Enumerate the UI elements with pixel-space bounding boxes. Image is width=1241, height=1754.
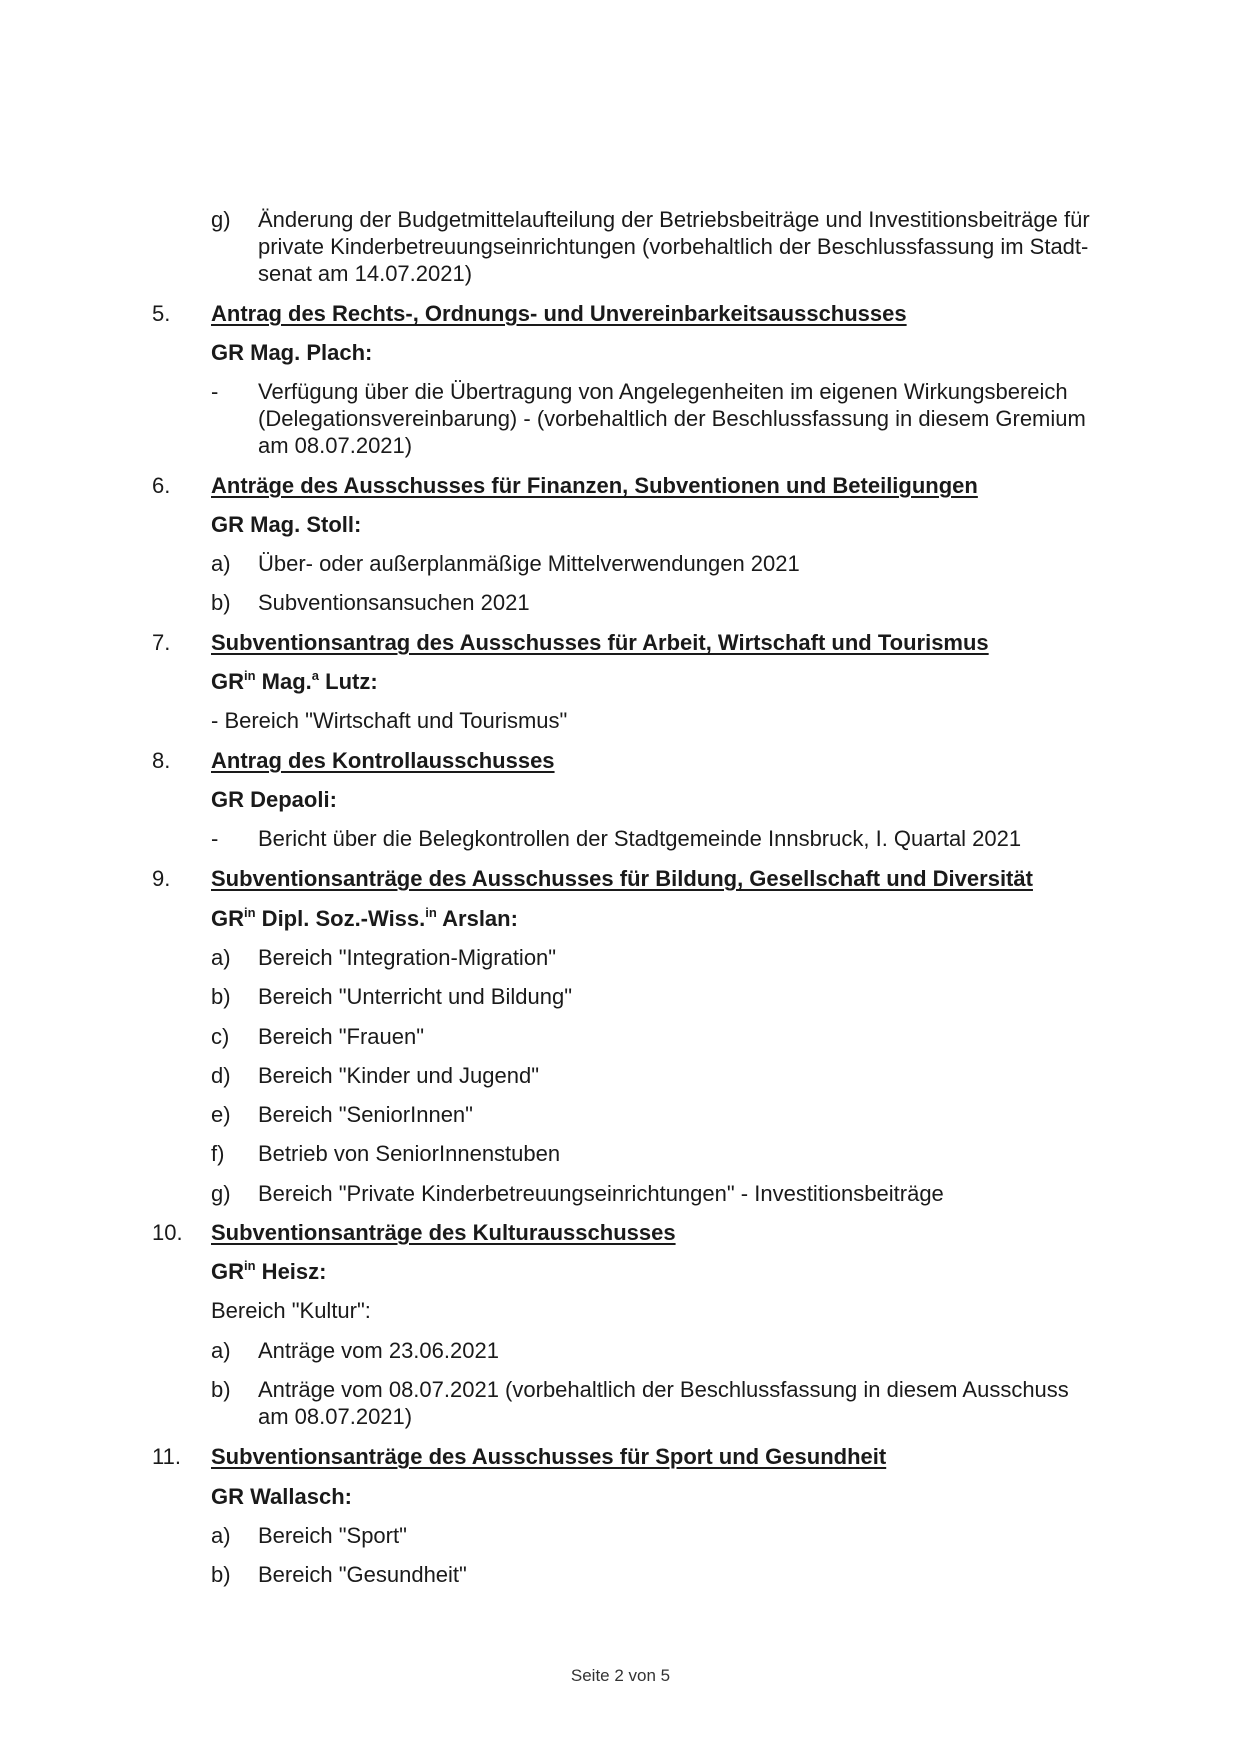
item11-marker-b: b) (211, 1562, 231, 1587)
item11-entry-a: Bereich "Sport" (258, 1523, 407, 1548)
item8-entry: Bericht über die Belegkontrollen der Stadtgemeinde Innsbruck, I. Quartal 2021 (258, 826, 1022, 851)
item9-marker-e: e) (211, 1102, 231, 1127)
item9-speaker-part: Dipl. Soz.-Wiss. (255, 906, 426, 931)
item7-speaker (211, 669, 378, 695)
item10-entry-a: Anträge vom 23.06.2021 (258, 1338, 499, 1363)
item10-speaker-part: Heisz: (255, 1259, 327, 1284)
item10-marker-b: b) (211, 1377, 231, 1402)
item10-title: Subventionsanträge des Kulturausschusses (211, 1220, 676, 1245)
item4-g-line1: Änderung der Budgetmittelaufteilung der Betriebsbeiträge und Investitionsbeiträge für (258, 207, 1090, 232)
item9-marker-g: g) (211, 1181, 231, 1206)
item9-speaker-sup: in (425, 905, 437, 920)
item9-marker-f: f) (211, 1141, 225, 1166)
item9-entry-g: Bereich "Private Kinderbetreuungseinrichtungen" - Investitionsbeiträge (258, 1181, 944, 1206)
item11-speaker: GR Wallasch: (211, 1484, 352, 1509)
item7-speaker-part: GR (211, 669, 244, 694)
item5-entry-marker: - (211, 379, 219, 404)
item11-entry-b: Bereich "Gesundheit" (258, 1562, 467, 1587)
item7-speaker-sup: in (244, 668, 256, 683)
item4-g-line2: private Kinderbetreuungseinrichtungen (vorbehaltlich der Beschlussfassung im Stadt- (258, 234, 1089, 259)
item7-number: 7. (152, 630, 171, 655)
item4-g-line3: senat am 14.07.2021) (258, 261, 473, 286)
item10-marker-a: a) (211, 1338, 231, 1363)
item9-title: Subventionsanträge des Ausschusses für Bildung, Gesellschaft und Diversität (211, 866, 1033, 891)
item7-speaker-part: Lutz: (319, 669, 378, 694)
item9-marker-a: a) (211, 945, 231, 970)
item10-entry-b: Anträge vom 08.07.2021 (vorbehaltlich der Beschlussfassung in diesem Ausschuss (258, 1377, 1069, 1402)
item6-title: Anträge des Ausschusses für Finanzen, Subventionen und Beteiligungen (211, 473, 978, 498)
item6-number: 6. (152, 473, 171, 498)
item8-title: Antrag des Kontrollausschusses (211, 748, 555, 773)
item9-entry-d: Bereich "Kinder und Jugend" (258, 1063, 540, 1088)
item9-entry-b: Bereich "Unterricht und Bildung" (258, 984, 573, 1009)
item6-speaker: GR Mag. Stoll: (211, 512, 362, 537)
item6-marker-a: a) (211, 551, 231, 576)
item8-number: 8. (152, 748, 171, 773)
item11-marker-a: a) (211, 1523, 231, 1548)
item7-entry: - Bereich "Wirtschaft und Tourismus" (211, 708, 568, 733)
item6-entry-a: Über- oder außerplanmäßige Mittelverwendungen 2021 (258, 551, 800, 576)
item9-speaker-sup: in (244, 905, 256, 920)
item5-speaker: GR Mag. Plach: (211, 340, 373, 365)
item10-entry-b-cont: am 08.07.2021) (258, 1404, 413, 1429)
item4-marker-g: g) (211, 207, 231, 232)
item9-entry-f: Betrieb von SeniorInnenstuben (258, 1141, 561, 1166)
item9-marker-d: d) (211, 1063, 231, 1088)
item8-entry-marker: - (211, 826, 219, 851)
item10-speaker-sup: in (244, 1258, 256, 1273)
item5-title: Antrag des Rechts-, Ordnungs- und Unvereinbarkeitsausschusses (211, 301, 907, 326)
item8-speaker: GR Depaoli: (211, 787, 337, 812)
item9-marker-b: b) (211, 984, 231, 1009)
item11-number: 11. (152, 1444, 181, 1469)
item5-entry-line2: (Delegationsvereinbarung) - (vorbehaltlich der Beschlussfassung in diesem Gremium (258, 406, 1086, 431)
item9-entry-c: Bereich "Frauen" (258, 1024, 425, 1049)
item6-marker-b: b) (211, 590, 231, 615)
item9-number: 9. (152, 866, 171, 891)
item10-area: Bereich "Kultur": (211, 1298, 371, 1323)
item7-speaker-sup: a (311, 668, 320, 683)
item5-entry-line1: Verfügung über die Übertragung von Angelegenheiten im eigenen Wirkungsbereich (258, 379, 1068, 404)
item7-speaker-part: Mag. (255, 669, 312, 694)
item9-entry-a: Bereich "Integration-Migration" (258, 945, 557, 970)
item9-marker-c: c) (211, 1024, 230, 1049)
item9-entry-e: Bereich "SeniorInnen" (258, 1102, 473, 1127)
item10-number: 10. (152, 1220, 183, 1245)
item10-speaker-part: GR (211, 1259, 244, 1284)
page-footer: Seite 2 von 5 (570, 1666, 671, 1685)
item6-entry-b: Subventionsansuchen 2021 (258, 590, 530, 615)
item11-title: Subventionsanträge des Ausschusses für Sport und Gesundheit (211, 1444, 887, 1469)
item9-speaker (211, 906, 518, 932)
item9-speaker-part: Arslan: (436, 906, 518, 931)
item5-number: 5. (152, 301, 171, 326)
item7-title: Subventionsantrag des Ausschusses für Arbeit, Wirtschaft und Tourismus (211, 630, 989, 655)
item5-entry-line3: am 08.07.2021) (258, 433, 413, 458)
item10-speaker (211, 1259, 326, 1285)
item9-speaker-part: GR (211, 906, 244, 931)
